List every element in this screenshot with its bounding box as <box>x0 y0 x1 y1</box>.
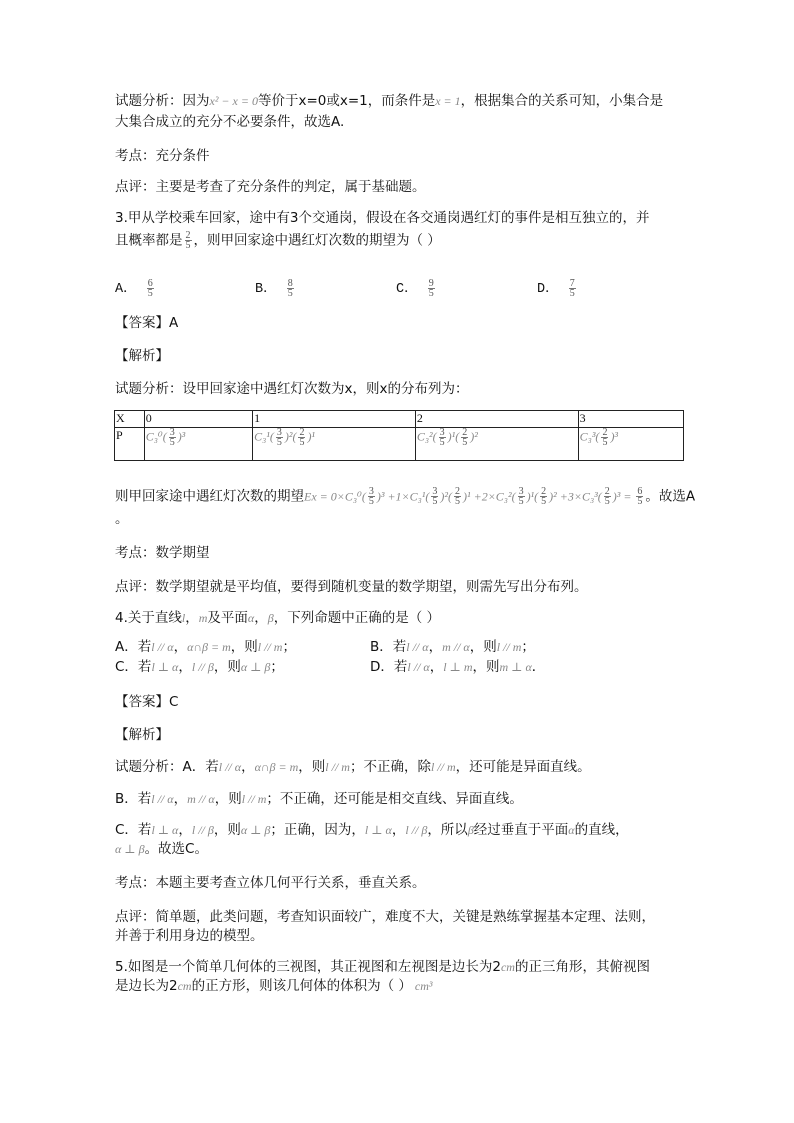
math-expression: C₃³( <box>579 429 600 444</box>
text: 5.如图是一个简单几何体的三视图，其正视图和左视图是边长为2 <box>115 959 501 975</box>
math-expression: l // α <box>151 792 174 806</box>
text: ， <box>173 791 188 807</box>
paragraph <box>115 510 129 528</box>
fraction <box>454 487 461 506</box>
math-expression: l ⊥ α <box>151 660 179 674</box>
numerator: 7 <box>569 278 575 289</box>
math-expression: α ⊥ β <box>240 823 271 837</box>
text: ；不正确，除 <box>349 759 431 775</box>
text: 【答案】C <box>115 694 179 710</box>
text: 【答案】A <box>115 315 179 331</box>
text: ，则 <box>213 659 241 675</box>
denominator: 5 <box>455 496 460 507</box>
paragraph <box>115 544 210 562</box>
math-expression: cm³ <box>411 979 433 993</box>
fraction <box>439 428 446 447</box>
distribution-table <box>114 410 684 461</box>
text: ． <box>531 659 546 675</box>
math-expression: )² <box>470 429 478 444</box>
text: 试题分析：设甲回家途中遇红灯次数为x，则x的分布列为： <box>115 381 469 397</box>
math-expression: l // m <box>496 640 522 654</box>
numerator: 8 <box>287 278 293 289</box>
table-cell: 1 <box>253 411 416 428</box>
paragraph <box>115 578 588 596</box>
text: B．若 <box>115 791 152 807</box>
text: 大集合成立的充分不必要条件，故选A. <box>115 114 345 130</box>
fraction <box>601 428 608 447</box>
text: 且概率都是 <box>115 232 183 249</box>
text: ，则 <box>472 659 500 675</box>
math-expression: α∩β = m <box>187 640 231 654</box>
text: 考点：数学期望 <box>115 545 210 561</box>
table-row <box>115 411 684 428</box>
math-expression: )¹( <box>447 429 460 444</box>
math-expression: α <box>568 823 575 837</box>
math-expression: l ⊥ m <box>443 660 473 674</box>
text: 考点：本题主要考查立体几何平行关系，垂直关系。 <box>115 875 426 891</box>
fraction <box>431 487 438 506</box>
math-expression: l // α <box>151 640 174 654</box>
text: 经过垂直于平面 <box>473 822 569 838</box>
math-expression: l // m <box>325 760 350 774</box>
denominator: 5 <box>368 496 374 507</box>
text: 3.甲从学校乘车回家，途中有3个交通岗，假设在各交通岗遇红灯的事件是相互独立的，并 <box>115 210 650 226</box>
text: 则甲回家途中遇红灯次数的期望 <box>115 488 304 505</box>
text: ， <box>429 659 444 675</box>
option-b <box>370 638 535 656</box>
text: ，则 <box>213 822 241 838</box>
fraction <box>604 487 611 506</box>
text: C．若 <box>115 659 152 675</box>
question-4 <box>115 609 440 627</box>
text: ，则 <box>298 759 326 775</box>
math-expression: l // α <box>218 760 242 774</box>
math-expression: x² − x = 0 <box>209 94 258 108</box>
paragraph <box>115 927 264 945</box>
table-cell: X <box>115 411 145 428</box>
denominator: 5 <box>439 437 445 448</box>
text: P <box>116 428 123 442</box>
text: 【解析】 <box>115 727 169 743</box>
text: ；正确，因为， <box>270 822 365 838</box>
text: ； <box>282 639 296 655</box>
option-c <box>396 279 437 299</box>
denominator: 5 <box>569 288 575 299</box>
math-expression: m <box>198 611 208 625</box>
text: ，所以 <box>427 822 468 838</box>
math-expression: α ⊥ β <box>240 660 271 674</box>
math-expression: )³ +1×C₃¹( <box>376 489 430 504</box>
fraction <box>185 231 192 250</box>
math-expression: l <box>181 611 186 625</box>
numerator: 2 <box>602 427 608 438</box>
text: 。故选C。 <box>144 841 208 857</box>
option-d <box>370 658 545 676</box>
text: ，下列命题中正确的是（ ） <box>273 610 440 626</box>
answer <box>115 693 178 711</box>
math-expression: C₃¹( <box>254 429 274 444</box>
table-cell: 3 <box>578 411 683 428</box>
question-5 <box>115 977 432 995</box>
table-cell <box>253 428 416 461</box>
numerator: 2 <box>185 230 191 241</box>
math-expression: )³ <box>177 429 186 444</box>
denominator: 5 <box>276 437 282 448</box>
math-expression: m ⊥ α <box>499 660 532 674</box>
math-expression: )³ = <box>612 489 635 504</box>
text: 【解析】 <box>115 348 169 364</box>
paragraph <box>115 908 655 926</box>
analysis-heading <box>115 347 169 365</box>
text: 等价于x=0或x=1，而条件是 <box>257 93 436 109</box>
text: C．若 <box>115 822 152 838</box>
text: 的直线， <box>574 822 629 838</box>
denominator: 5 <box>462 437 468 448</box>
paragraph <box>115 113 344 131</box>
math-expression: )¹ +2×C₃²( <box>463 489 516 504</box>
math-expression: l // m <box>241 792 267 806</box>
text: ， <box>178 659 192 675</box>
table-row <box>115 428 684 461</box>
text: ，还可能是异面直线。 <box>455 759 591 775</box>
option-b <box>255 279 296 299</box>
numerator: 3 <box>276 427 282 438</box>
text: ，则 <box>214 791 242 807</box>
text: 是边长为2 <box>115 978 178 994</box>
text: ， <box>241 759 255 775</box>
numerator: 3 <box>368 486 374 497</box>
numerator: 6 <box>147 278 153 289</box>
math-expression: l ⊥ α <box>151 823 179 837</box>
math-expression: m // α <box>187 792 215 806</box>
fraction <box>428 279 435 298</box>
text: ， <box>173 639 188 655</box>
math-expression: l // m <box>257 640 283 654</box>
paragraph <box>115 92 663 110</box>
option-d <box>537 279 578 299</box>
text: 4.关于直线 <box>115 610 182 626</box>
denominator: 5 <box>602 437 608 448</box>
text: 及平面 <box>207 610 248 626</box>
text: ，则 <box>469 639 497 655</box>
question-5 <box>115 958 650 976</box>
denominator: 5 <box>637 496 643 507</box>
numerator: 2 <box>455 486 460 497</box>
text: D．若 <box>370 659 408 675</box>
text: 试题分析：因为 <box>115 93 210 109</box>
fraction <box>461 428 468 447</box>
fraction <box>147 279 154 298</box>
text: ， <box>428 639 443 655</box>
numerator: 2 <box>299 427 305 438</box>
denominator: 5 <box>147 288 153 299</box>
numerator: 9 <box>428 278 434 289</box>
option-a <box>115 279 156 299</box>
table-cell <box>578 428 683 461</box>
math-expression: α ⊥ β <box>115 842 145 856</box>
math-expression: α <box>247 611 255 625</box>
numerator: 2 <box>541 486 547 497</box>
numerator: 3 <box>439 427 445 438</box>
denominator: 5 <box>604 496 610 507</box>
math-expression: C₃⁰( <box>145 429 167 444</box>
paragraph <box>115 487 695 506</box>
math-expression: l // m <box>430 760 456 774</box>
text: 点评：数学期望就是平均值，要得到随机变量的数学期望，则需先写出分布列。 <box>115 579 588 595</box>
math-expression: )¹( <box>526 489 539 504</box>
paragraph <box>115 758 591 776</box>
text: A． <box>115 282 145 298</box>
math-expression: β <box>267 611 274 625</box>
fraction <box>569 279 576 298</box>
text: A．若 <box>115 639 152 655</box>
text: ，根据集合的关系可知，小集合是 <box>460 93 664 109</box>
text: C． <box>396 282 426 298</box>
math-expression: )² +3×C₃³( <box>549 489 602 504</box>
math-expression: )²( <box>284 429 297 444</box>
paragraph <box>115 840 208 858</box>
paragraph <box>115 874 426 892</box>
math-expression: cm <box>500 960 515 974</box>
denominator: 5 <box>185 240 191 251</box>
paragraph <box>115 147 210 165</box>
numerator: 2 <box>604 486 610 497</box>
option-c <box>115 658 284 676</box>
paragraph <box>115 380 468 398</box>
text: B．若 <box>370 639 407 655</box>
math-expression: )³ <box>610 429 619 444</box>
text: ， <box>185 610 199 626</box>
fraction <box>287 279 294 298</box>
option-a <box>115 638 296 656</box>
text: ； <box>270 659 284 675</box>
denominator: 5 <box>287 288 293 299</box>
numerator: 3 <box>518 486 524 497</box>
math-expression: )¹ <box>307 429 316 444</box>
numerator: 6 <box>637 486 643 497</box>
fraction <box>518 487 525 506</box>
text: ； <box>521 639 535 655</box>
math-expression: l ⊥ α <box>364 823 392 837</box>
math-expression: l // β <box>405 823 428 837</box>
text: 的正三角形，其俯视图 <box>514 959 650 975</box>
question-3 <box>115 209 649 227</box>
table-cell <box>144 428 252 461</box>
text: ， <box>178 822 192 838</box>
denominator: 5 <box>541 496 547 507</box>
text: B． <box>255 282 285 298</box>
text: D． <box>537 282 567 298</box>
text: ，则甲回家途中遇红灯次数的期望为（ ） <box>193 232 441 249</box>
fraction <box>276 428 283 447</box>
math-expression: l // β <box>191 823 214 837</box>
text: 。故选A <box>645 488 696 505</box>
answer <box>115 314 178 332</box>
fraction <box>368 487 375 506</box>
text: ， <box>391 822 406 838</box>
denominator: 5 <box>432 496 438 507</box>
math-expression: α∩β = m <box>254 760 299 774</box>
question-3 <box>115 231 441 250</box>
text: ，则 <box>230 639 258 655</box>
paragraph <box>115 821 629 839</box>
text: 点评：简单题，此类问题，考查知识面较广，难度不大，关键是熟练掌握基本定理、法则， <box>115 909 655 925</box>
math-expression: Ex = 0×C₃⁰( <box>304 489 366 504</box>
math-expression: cm <box>177 979 192 993</box>
table-cell <box>115 428 145 461</box>
math-expression: l // α <box>407 660 430 674</box>
math-expression: x = 1 <box>435 94 461 108</box>
denominator: 5 <box>169 437 175 448</box>
fraction <box>169 428 176 447</box>
math-expression: l // β <box>191 660 214 674</box>
text: 并善于利用身边的模型。 <box>115 928 264 944</box>
text: ；不正确，还可能是相交直线、异面直线。 <box>266 791 523 807</box>
math-expression: C₃²( <box>416 429 437 444</box>
numerator: 3 <box>169 427 175 438</box>
denominator: 5 <box>299 437 305 448</box>
text: 的正方形，则该几何体的体积为（ ） <box>191 978 412 994</box>
table-cell: 0 <box>144 411 252 428</box>
analysis-heading <box>115 726 169 744</box>
fraction <box>540 487 547 506</box>
denominator: 5 <box>518 496 524 507</box>
text: 。 <box>115 511 129 527</box>
text: 考点：充分条件 <box>115 148 210 164</box>
table-cell <box>415 428 578 461</box>
fraction <box>636 487 643 506</box>
paragraph <box>115 178 426 196</box>
math-expression: m // α <box>442 640 470 654</box>
text: 试题分析：A．若 <box>115 759 219 775</box>
text: ， <box>254 610 268 626</box>
table-cell: 2 <box>415 411 578 428</box>
numerator: 3 <box>432 486 438 497</box>
numerator: 2 <box>462 427 468 438</box>
denominator: 5 <box>428 288 434 299</box>
math-expression: β <box>467 823 474 837</box>
math-expression: l // α <box>406 640 429 654</box>
paragraph <box>115 790 523 808</box>
fraction <box>298 428 305 447</box>
text: 点评：主要是考查了充分条件的判定，属于基础题。 <box>115 179 426 195</box>
math-expression: )²( <box>440 489 452 504</box>
